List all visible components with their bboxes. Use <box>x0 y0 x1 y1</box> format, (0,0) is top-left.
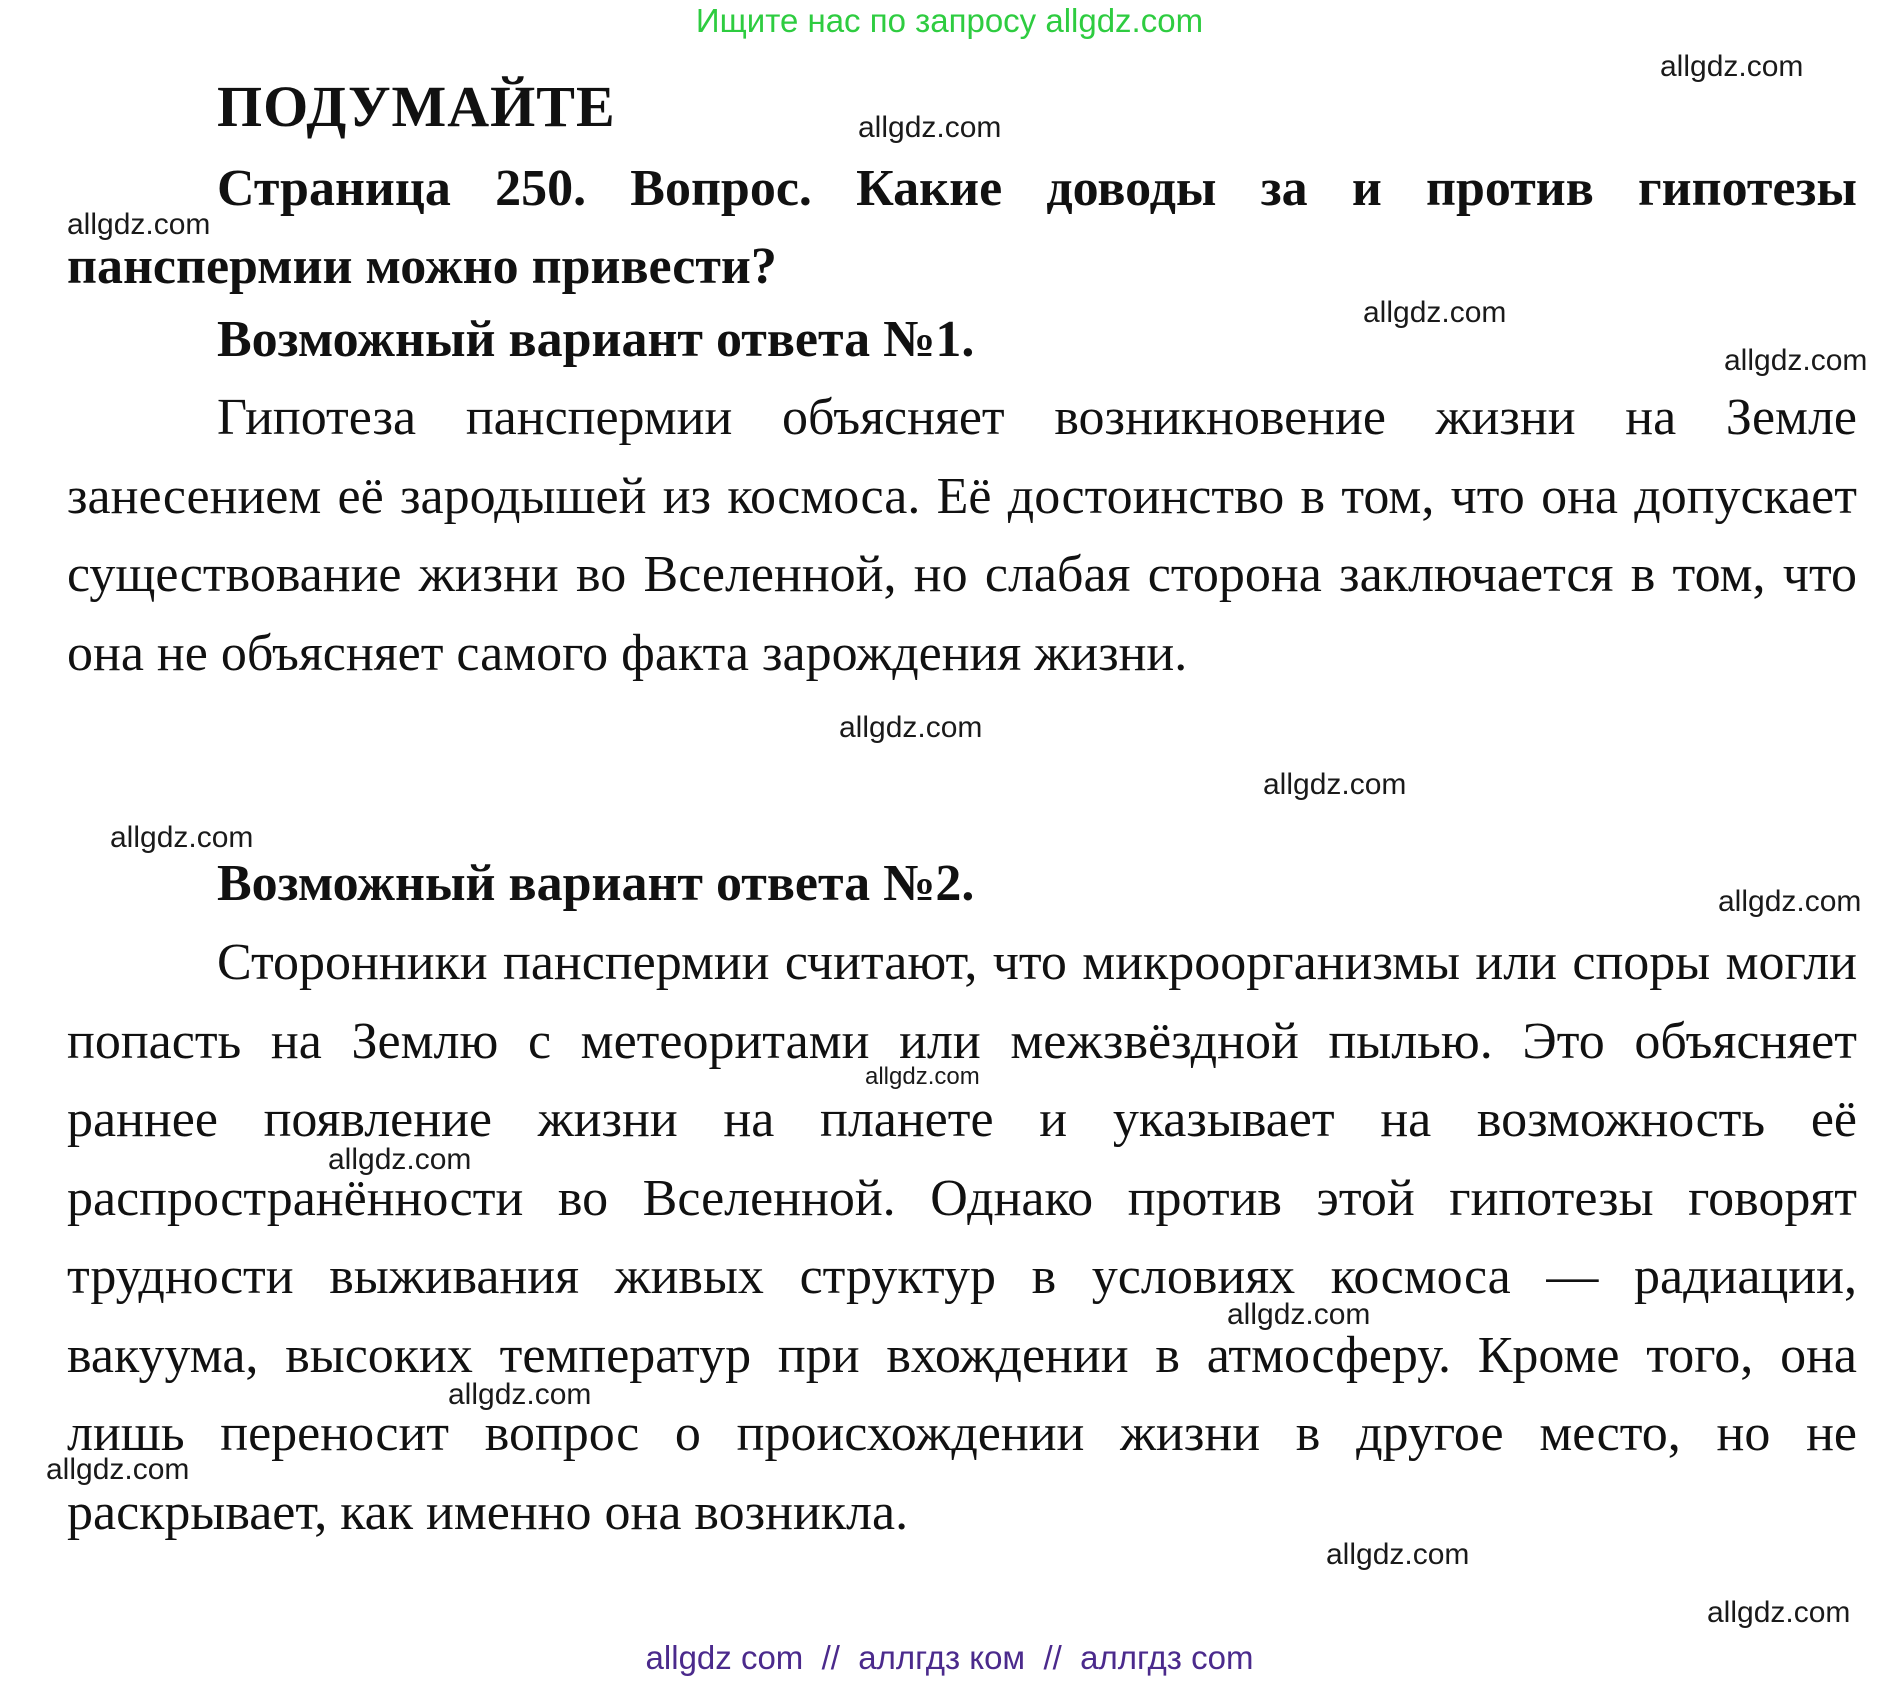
watermark: allgdz.com <box>1660 50 1804 83</box>
watermark: allgdz.com <box>448 1378 592 1411</box>
answer-2-text: Сторонники панспермии считают, что микроорганизмы или споры могли попасть на Землю с метеоритами или межзвёздной пылью. Это объясняет раннее появление жизни на планете и указывает на возможность её распространённости во Вселенной. Однако против этой гипотезы говорят трудности выживания живых структур в условиях космоса — радиации, вакуума, высоких температур при вхождении в атмосферу. Кроме того, она лишь переносит вопрос о происхождении жизни в другое место, но не раскрывает, как именно она возникла. <box>67 934 1857 1541</box>
watermark: allgdz.com <box>328 1143 472 1176</box>
watermark: allgdz.com <box>1227 1298 1371 1331</box>
question-text: Страница 250. Вопрос. Какие доводы за и против гипотезы панспермии можно привести? <box>67 160 1857 295</box>
watermark: allgdz.com <box>67 208 211 241</box>
watermark: allgdz.com <box>1724 344 1868 377</box>
watermark: allgdz.com <box>1707 1596 1851 1629</box>
watermark: allgdz.com <box>1326 1538 1470 1571</box>
watermark: allgdz.com <box>839 711 983 744</box>
watermark: allgdz.com <box>865 1063 980 1090</box>
section-heading: ПОДУМАЙТЕ <box>217 74 616 139</box>
watermark: allgdz.com <box>1363 296 1507 329</box>
watermark: allgdz.com <box>1718 885 1862 918</box>
answer-2-title: Возможный вариант ответа №2. <box>217 855 975 912</box>
answer-1-text: Гипотеза панспермии объясняет возникновение жизни на Земле занесением её зародышей из космоса. Её достоинство в том, что она допускает существование жизни во Вселенной, но слабая сторона заключается в том, что она не объясняет самого факта зарождения жизни. <box>67 389 1857 682</box>
footer-links: allgdz com // аллгдз ком // аллгдз com <box>645 1639 1254 1676</box>
watermark: allgdz.com <box>1263 768 1407 801</box>
watermark: allgdz.com <box>46 1453 190 1486</box>
watermark: allgdz.com <box>858 111 1002 144</box>
top-banner: Ищите нас по запросу allgdz.com <box>695 2 1204 39</box>
answer-1-title: Возможный вариант ответа №1. <box>217 311 975 368</box>
watermark: allgdz.com <box>110 821 254 854</box>
